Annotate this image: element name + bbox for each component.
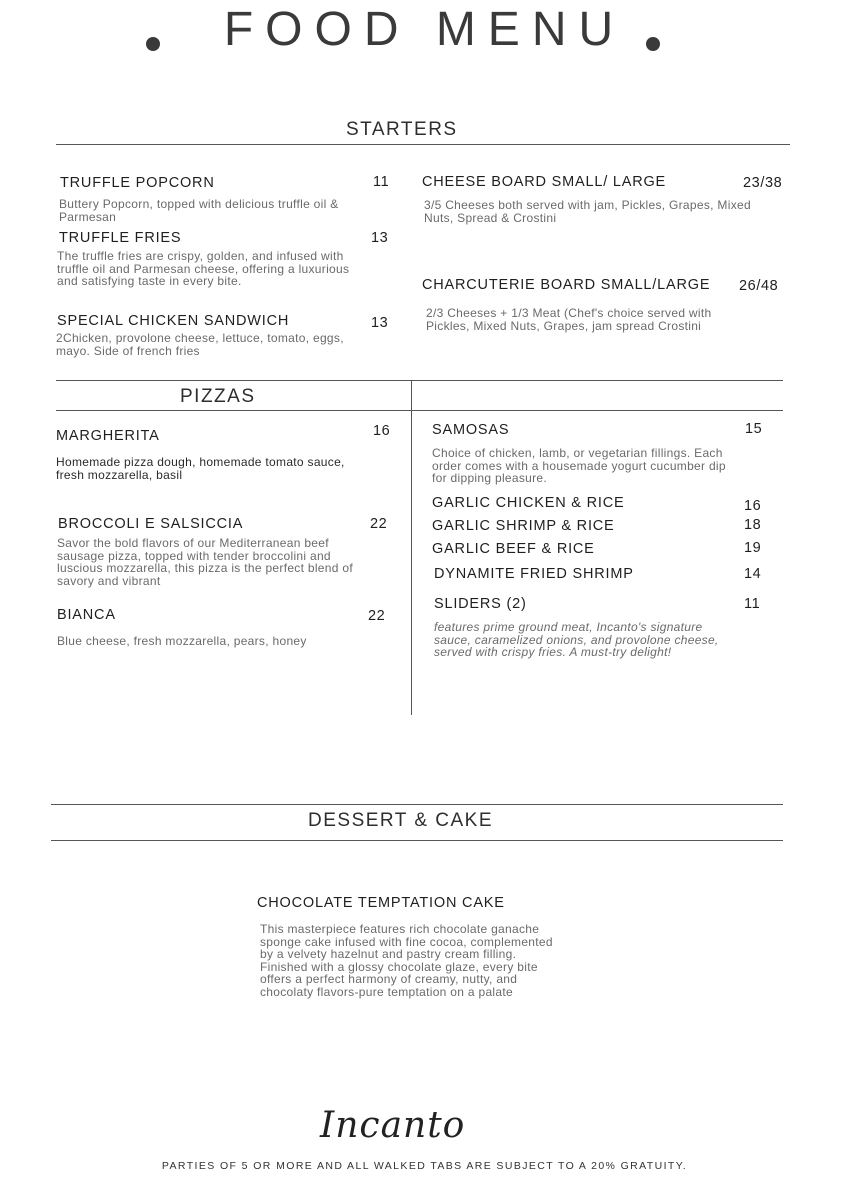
item-price: 16 [744,498,762,514]
pizzas-bottom-rule [56,410,783,411]
item-name: SAMOSAS [432,422,510,438]
item-price: 22 [368,608,386,624]
item-name: DYNAMITE FRIED SHRIMP [434,566,634,582]
item-description: Buttery Popcorn, topped with delicious truffle oil & Parmesan [59,197,339,224]
item-price: 15 [745,421,763,437]
pizzas-top-rule [56,380,783,381]
item-description: 3/5 Cheeses both served with jam, Pickles, Grapes, Mixed Nuts, Spread & Crostini [424,198,751,225]
item-name: CHARCUTERIE BOARD SMALL/LARGE [422,277,711,293]
item-price: 11 [744,596,761,612]
item-name: GARLIC BEEF & RICE [432,541,595,557]
item-description: The truffle fries are crispy, golden, and infused with truffle oil and Parmesan cheese, offering a luxurious and satisfying taste in every bite. [57,249,350,288]
item-name: BIANCA [57,607,116,623]
item-price: 18 [744,517,762,533]
item-description: features prime ground meat, Incanto's signature sauce, caramelized onions, and provolone cheese, served with crispy fries. A must-try delight! [434,620,719,659]
item-description: 2/3 Cheeses + 1/3 Meat (Chef's choice served with Pickles, Mixed Nuts, Grapes, jam spread Crostini [426,306,712,333]
item-price: 13 [371,230,389,246]
item-name: CHOCOLATE TEMPTATION CAKE [257,895,505,911]
starters-heading: STARTERS [346,119,458,140]
item-name: TRUFFLE FRIES [59,230,182,246]
column-divider [411,380,412,715]
dessert-bottom-rule [51,840,783,841]
item-name: SLIDERS (2) [434,596,527,612]
item-name: CHEESE BOARD SMALL/ LARGE [422,174,667,190]
dessert-top-rule [51,804,783,805]
pizzas-heading: PIZZAS [180,386,256,407]
item-description: Savor the bold flavors of our Mediterranean beef sausage pizza, topped with tender broccolini and luscious mozzarella, this pizza is the perfect blend of savory and vibrant [57,536,353,588]
item-description: Blue cheese, fresh mozzarella, pears, honey [57,634,307,648]
item-name: BROCCOLI E SALSICCIA [58,516,244,532]
item-name: GARLIC SHRIMP & RICE [432,518,615,534]
starters-rule [56,144,790,145]
item-price: 14 [744,566,762,582]
item-name: SPECIAL CHICKEN SANDWICH [57,313,290,329]
item-description: 2Chicken, provolone cheese, lettuce, tomato, eggs, mayo. Side of french fries [56,331,344,358]
item-description: Homemade pizza dough, homemade tomato sauce, fresh mozzarella, basil [56,455,345,482]
gratuity-note: PARTIES OF 5 OR MORE AND ALL WALKED TABS ARE SUBJECT TO A 20% GRATUITY. [161,1160,688,1172]
page-title: FOOD MENU [223,3,626,56]
item-name: GARLIC CHICKEN & RICE [432,495,625,511]
item-price: 19 [744,540,762,556]
item-price: 16 [373,423,391,439]
title-dot-right [646,37,660,51]
item-price: 23/38 [743,175,783,191]
dessert-heading: DESSERT & CAKE [308,810,494,831]
item-price: 11 [373,174,390,190]
item-name: TRUFFLE POPCORN [60,175,215,191]
incanto-logo: Incanto [320,1105,466,1146]
item-price: 13 [371,315,389,331]
item-price: 26/48 [739,278,779,294]
item-price: 22 [370,516,388,532]
item-name: MARGHERITA [56,428,160,444]
item-description: This masterpiece features rich chocolate ganache sponge cake infused with fine cocoa, complemented by a velvety hazelnut and pastry cream filling. Finished with a glossy chocolate glaze, every bite offers a perfect harmony of creamy, nutty, and chocolaty flavors-pure temptation on a palate [260,922,553,999]
item-description: Choice of chicken, lamb, or vegetarian fillings. Each order comes with a housemade yogurt cucumber dip for dipping pleasure. [432,446,726,485]
